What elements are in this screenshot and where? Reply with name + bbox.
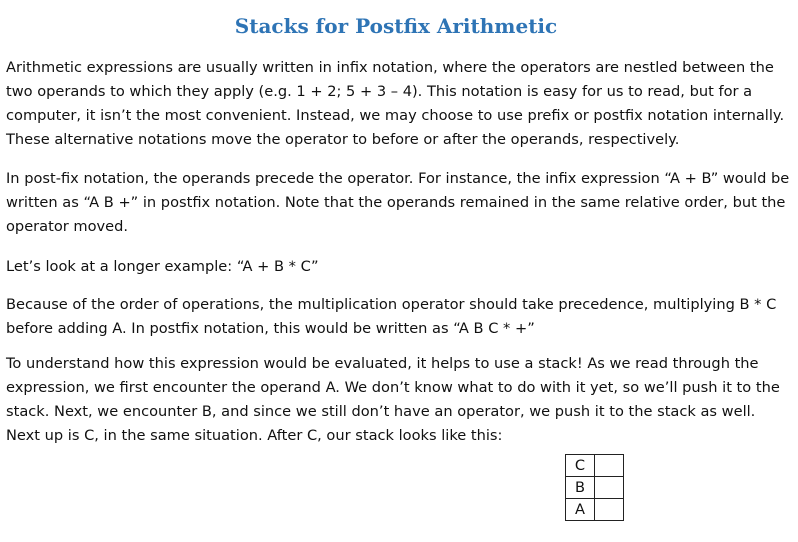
stack-cell-bottom: A [566, 499, 595, 521]
stack-cell-empty [595, 499, 624, 521]
paragraph-order-of-operations: Because of the order of operations, the multiplication operator should take precedence, multiplying B * C before adding A. In postfix notation, this would be written as “A B C * +” [6, 296, 777, 337]
stack-row [566, 499, 624, 521]
paragraph-stack-evaluation: To understand how this expression would be evaluated, it helps to use a stack! As we read through the expression, we first encounter the operand A. We don’t know what to do with it yet, so we’ll push it to the stack. Next, we encounter B, and since we still don’t have an operator, we push it to the stack as well. Next up is C, in the same situation. After C, our stack looks like this: [6, 355, 780, 444]
stack-table [565, 454, 624, 521]
stack-cell-top: C [566, 455, 595, 477]
paragraph-postfix-definition: In post-fix notation, the operands precede the operator. For instance, the infix expression “A + B” would be written as “A B +” in postfix notation. Note that the operands remained in the same relative order, but the operator moved. [6, 170, 790, 235]
stack-cell-middle: B [566, 477, 595, 499]
page-title: Stacks for Postfix Arithmetic [234, 14, 558, 38]
paragraph-longer-example: Let’s look at a longer example: “A + B * C” [6, 258, 319, 275]
stack-cell-empty [595, 477, 624, 499]
stack-cell-empty [595, 455, 624, 477]
stack-row [566, 477, 624, 499]
paragraph-infix-intro: Arithmetic expressions are usually written in infix notation, where the operators are nestled between the two operands to which they apply (e.g. 1 + 2; 5 + 3 – 4). This notation is easy for us to read, but for a computer, it isn’t the most convenient. Instead, we may choose to use prefix or postfix notation internally. These alternative notations move the operator to before or after the operands, respectively. [6, 59, 785, 148]
stack-row [566, 455, 624, 477]
